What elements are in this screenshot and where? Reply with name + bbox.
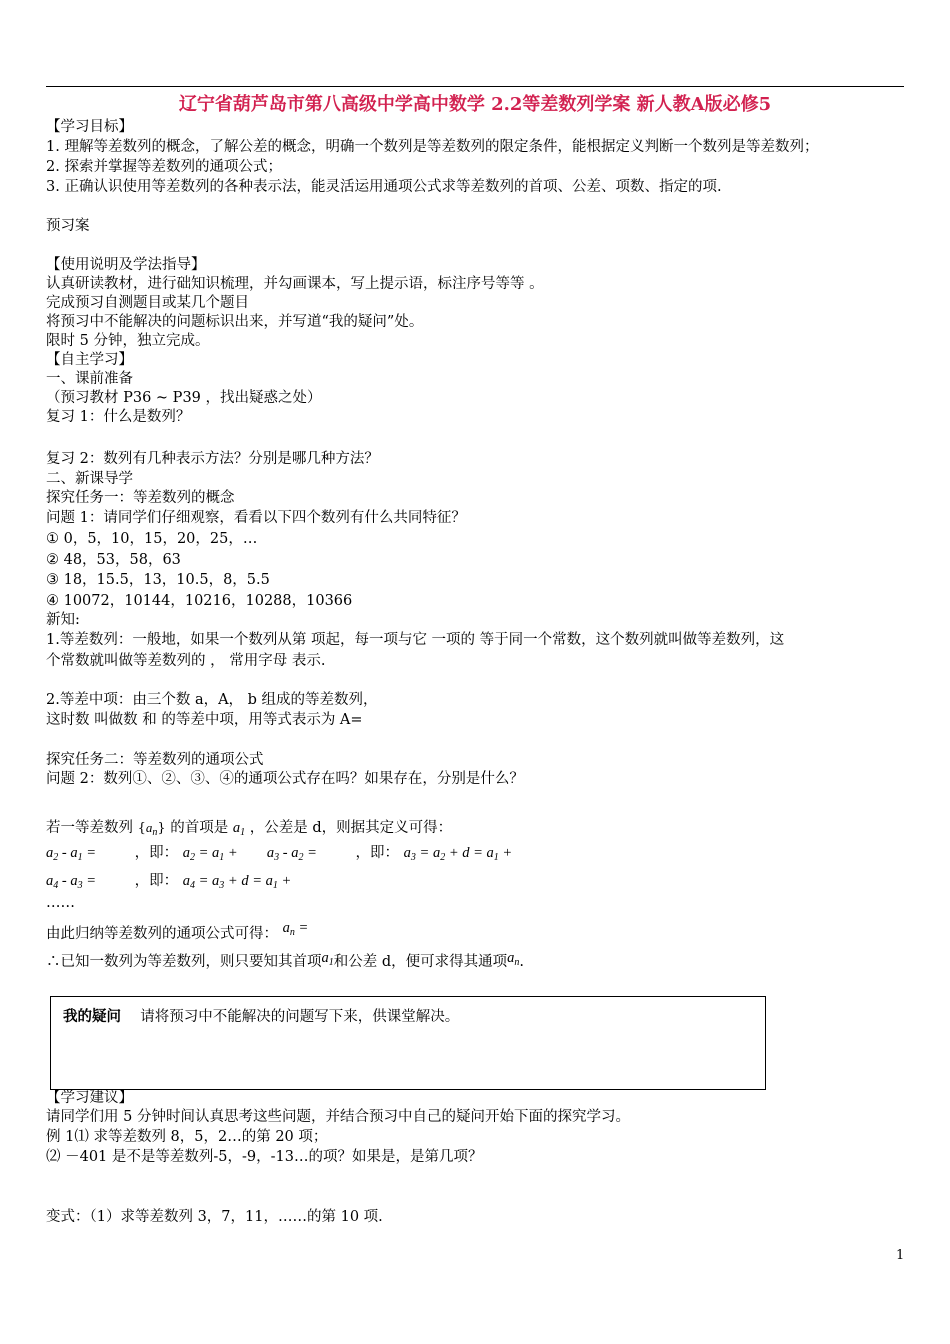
formula-line xyxy=(46,818,452,843)
box-heading: 我的疑问 xyxy=(63,1008,121,1025)
text-line: 二、新课导学 xyxy=(46,471,133,487)
text-line: 复习 1：什么是数列？ xyxy=(46,409,191,425)
formula-line: $a_4 - a_3$ = ，即： $a_4 = a_3 + d = a_1$ + xyxy=(46,873,292,891)
text-line: 一、课前准备 xyxy=(46,371,133,387)
section-heading: 【学习目标】 xyxy=(46,119,133,135)
list-item: ② 48，53，58，63 xyxy=(46,552,181,568)
text-line: 个常数就叫做等差数列的 ， 常用字母 表示. xyxy=(46,653,326,669)
text-line: 1.等差数列：一般地，如果一个数列从第 项起，每一项与它 一项的 等于同一个常数，这个数列就叫做等差数列，这 xyxy=(46,632,785,648)
text-line: 变式：（1）求等差数列 3，7，11，……的第 10 项. xyxy=(46,1209,383,1225)
text-line: 将预习中不能解决的问题标识出来，并写道“我的疑问”处。 xyxy=(46,314,424,330)
document-title: 辽宁省葫芦岛市第八高级中学高中数学 2.2等差数列学案 新人教A版必修5 xyxy=(178,94,772,115)
text-line: 这时数 叫做数 和 的等差中项，用等式表示为 A= xyxy=(46,712,363,728)
text-line: （预习教材 P36 ~ P39 ，找出疑惑之处） xyxy=(46,390,322,406)
text-fragment: 由此归纳等差数列的通项公式可得： xyxy=(46,926,278,942)
page-number: 1 xyxy=(896,1248,905,1263)
text-line: 2. 探索并掌握等差数列的通项公式； xyxy=(46,159,282,175)
my-questions-box xyxy=(50,996,766,1090)
section-heading: 【学习建议】 xyxy=(46,1090,133,1106)
list-item: ④ 10072，10144，10216，10288，10366 xyxy=(46,593,353,609)
first-term-symbol: $a_1$ xyxy=(232,820,246,838)
text-fragment: 若一等差数列 xyxy=(46,820,133,836)
text-line: 探究任务二：等差数列的通项公式 xyxy=(46,752,264,768)
text-line: 认真研读教材，进行础知识梳理，并勾画课本，写上提示语，标注序号等等 。 xyxy=(46,276,544,292)
formula-line: $a_2 - a_1$ = ，即： $a_2 = a_1 + a_3 - a_2$ = ，即： $a_3 = a_2 + d = a_1$ + xyxy=(46,845,513,863)
text-fragment: ，公差是 d，则据其定义可得： xyxy=(249,820,453,836)
header-rule xyxy=(46,86,904,87)
text-line: 问题 2：数列①、②、③、④的通项公式存在吗？如果存在，分别是什么？ xyxy=(46,771,524,787)
text-line: ⑵ －401 是不是等差数列-5，-9，-13…的项？如果是，是第几项？ xyxy=(46,1149,483,1165)
sequence-symbol: $\{a_n\}$ xyxy=(137,820,166,838)
section-heading: 【自主学习】 xyxy=(46,352,133,368)
box-text: 请将预习中不能解决的问题写下来，供课堂解决。 xyxy=(140,1009,460,1025)
text-line: 新知: xyxy=(46,612,80,628)
formula-line: ∴已知一数列为等差数列，则只要知其首项$a_1$和公差 d，便可求得其通项$a_n$. xyxy=(46,950,524,970)
text-line: 复习 2：数列有几种表示方法？分别是哪几种方法？ xyxy=(46,451,379,467)
text-line: 问题 1：请同学们仔细观察，看看以下四个数列有什么共同特征？ xyxy=(46,510,466,526)
section-heading: 预习案 xyxy=(46,218,90,234)
text-fragment: 和公差 d，便可求得其通项 xyxy=(333,954,508,970)
text-line: 探究任务一：等差数列的概念 xyxy=(46,490,235,506)
formula-line: 由此归纳等差数列的通项公式可得： $a_n$ = xyxy=(46,920,309,942)
text-line: 3. 正确认识使用等差数列的各种表示法，能灵活运用通项公式求等差数列的首项、公差、项数、指定的项. xyxy=(46,179,722,195)
text-fragment: ∴已知一数列为等差数列，则只要知其首项 xyxy=(46,954,322,970)
text-line: 完成预习自测题目或某几个题目 xyxy=(46,295,249,311)
text-line: 请同学们用 5 分钟时间认真思考这些问题，并结合预习中自己的疑问开始下面的探究学习。 xyxy=(46,1109,630,1125)
text-line: 例 1⑴ 求等差数列 8，5，2…的第 20 项； xyxy=(46,1129,328,1145)
text-line: 限时 5 分钟，独立完成。 xyxy=(46,333,210,349)
section-heading: 【使用说明及学法指导】 xyxy=(46,257,206,273)
text-line: 1. 理解等差数列的概念，了解公差的概念，明确一个数列是等差数列的限定条件，能根据定义判断一个数列是等差数列； xyxy=(46,139,819,155)
list-item: ① 0，5，10，15，20，25，… xyxy=(46,531,258,547)
text-line: 2.等差中项：由三个数 a，A， b 组成的等差数列， xyxy=(46,692,378,708)
text-line: …… xyxy=(46,895,75,911)
list-item: ③ 18，15.5，13，10.5，8，5.5 xyxy=(46,572,270,588)
text-fragment: 的首项是 xyxy=(170,820,229,836)
